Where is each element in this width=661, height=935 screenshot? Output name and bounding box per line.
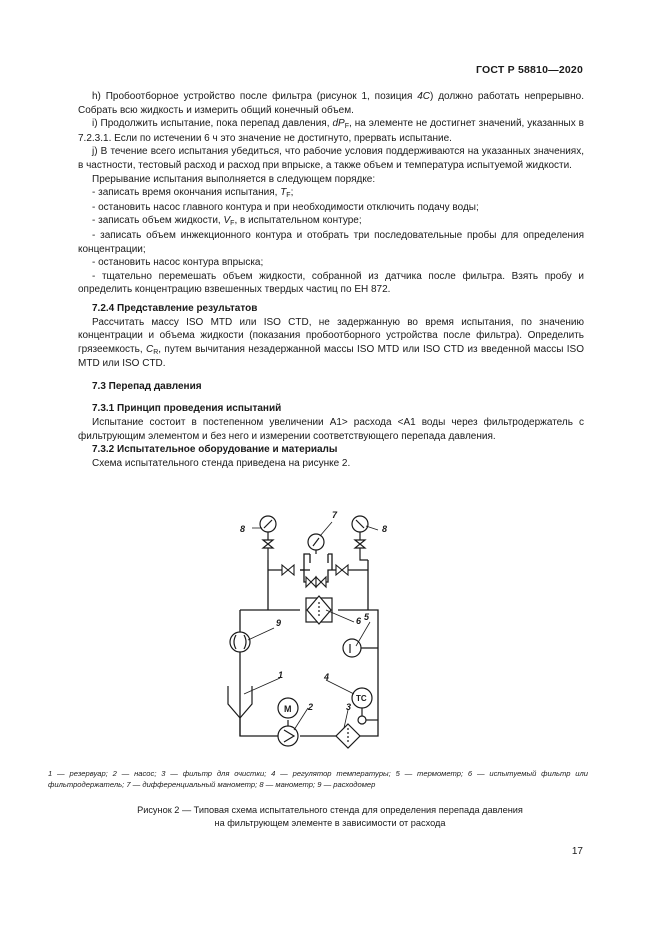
manometer-left [260,516,276,560]
list-item [78,186,584,201]
scheme-paragraph: Схема испытательного стенда приведена на рисунке 2. [92,457,351,469]
text: ; [290,187,294,199]
valve [336,565,348,575]
caption-line-1: Рисунок 2 — Типовая схема испытательного стенда для определения перепада давления [137,805,523,815]
symbol: dP [332,118,345,130]
position-ref: 4C [417,91,431,102]
valve [282,565,294,575]
text: - записать объем жидкости, [92,215,224,227]
label-8-right: 8 [382,524,388,534]
stop-intro: Прерывание испытания выполняется в следующем порядке: [92,173,376,185]
text: ) должно работать непрерывно. Собрать всю жидкость и измерить общий конечный объем. [78,91,584,116]
differential-manometer [308,534,324,554]
subscript: F [230,220,235,228]
label-8-left: 8 [240,524,246,534]
spacer [78,371,584,380]
thermometer [343,639,378,657]
list-item: - записать объем инжекционного контура и отобрать три последовательные пробы для определения концентрации; [78,229,584,255]
list-item [78,214,584,229]
document-header: ГОСТ Р 58810—2020 [475,64,583,76]
list-item: - тщательно перемешать объем жидкости, собранной из датчика после фильтра. Взять пробу и определить концентрацию взвешенных твердых частиц по ЕН 872. [78,270,584,296]
paragraph-i [78,117,584,145]
label-1: 1 [278,670,284,680]
symbol: V [223,215,231,227]
text: , на элементе не достигнет значений, указанных в 7.2.3.1. Если по истечении 6 ч это значение не достигнуто, прервать испытание. [78,118,584,144]
list-item: - остановить насос контура впрыска; [92,257,264,269]
results-paragraph [78,316,584,371]
pump [278,720,298,746]
paragraph-j: j) В течение всего испытания убедиться, что рабочие условия поддерживаются на указанных значениях, в частности, тестовый расход и расход при впрыске, а также объем и температура испытуемой жидкости. [78,146,584,171]
symbol: C [145,343,154,355]
figure-legend: 1 — резервуар; 2 — насос; 3 — фильтр для очистки; 4 — регулятор температуры; 5 — термометр; 6 — испытуемый фильтр или фильтродержатель; 7 — дифференциальный манометр; 8 — манометр; 9 — расходомер [48,769,588,789]
label-4: 4 [324,672,330,682]
text: , в испытательном контуре; [234,215,362,227]
label-2: 2 [308,702,314,712]
valve [306,577,316,587]
principle-paragraph: Испытание состоит в постепенном увеличении А1> расхода <А1 воды через фильтродержатель с фильтрующим элементом и без него и измерении соответствующего перепада давления. [78,417,584,442]
page-number: 17 [571,846,583,857]
section-heading-7-3: 7.3 Перепад давления [92,380,202,392]
paragraph-h [78,90,584,117]
test-stand-diagram [200,498,400,753]
symbol: T [280,187,287,199]
motor-label: M [284,704,292,714]
valve [316,577,326,587]
section-heading-7-3-2: 7.3.2 Испытательное оборудование и материалы [92,444,338,456]
caption-line-2: на фильтрующем элементе в зависимости от расхода [214,817,446,828]
list-item: - остановить насос главного контура и при необходимости отключить подачу воды; [92,201,479,213]
document-body [78,90,584,470]
label-3: 3 [346,702,352,712]
section-heading-7-2-4: 7.2.4 Представление результатов [92,302,258,314]
manometer-right [352,516,368,560]
text: Рассчитать массу ISO MTD или ISO CTD, не задержанную во время испытания, по значению концентрации и объема жидкости (показания пробоотборного устройства после фильтра). Определить грязеемкость, [78,316,584,355]
label-7: 7 [332,510,338,520]
spacer [78,393,584,402]
subscript: R [153,348,159,356]
subscript: F [286,192,291,200]
cleaning-filter [336,724,360,748]
text: h) Пробоотборное устройство после фильтра (рисунок 1, позиция [92,91,418,102]
test-filter [306,596,332,624]
subscript: F [344,123,349,131]
label-9: 9 [276,618,282,628]
flowmeter [230,632,250,652]
text: i) Продолжить испытание, пока перепад давления, [92,118,333,130]
tc-label: TC [356,694,367,703]
text: , путем вычитания незадержанной массы ISO MTD или ISO CTD из введенной массы ISO MTD или ISO CTD. [78,343,584,370]
section-heading-7-3-1: 7.3.1 Принцип проведения испытаний [92,403,282,415]
text: - записать время окончания испытания, [92,187,281,199]
figure-caption [60,804,600,829]
label-5: 5 [364,612,370,622]
label-6: 6 [356,616,362,626]
